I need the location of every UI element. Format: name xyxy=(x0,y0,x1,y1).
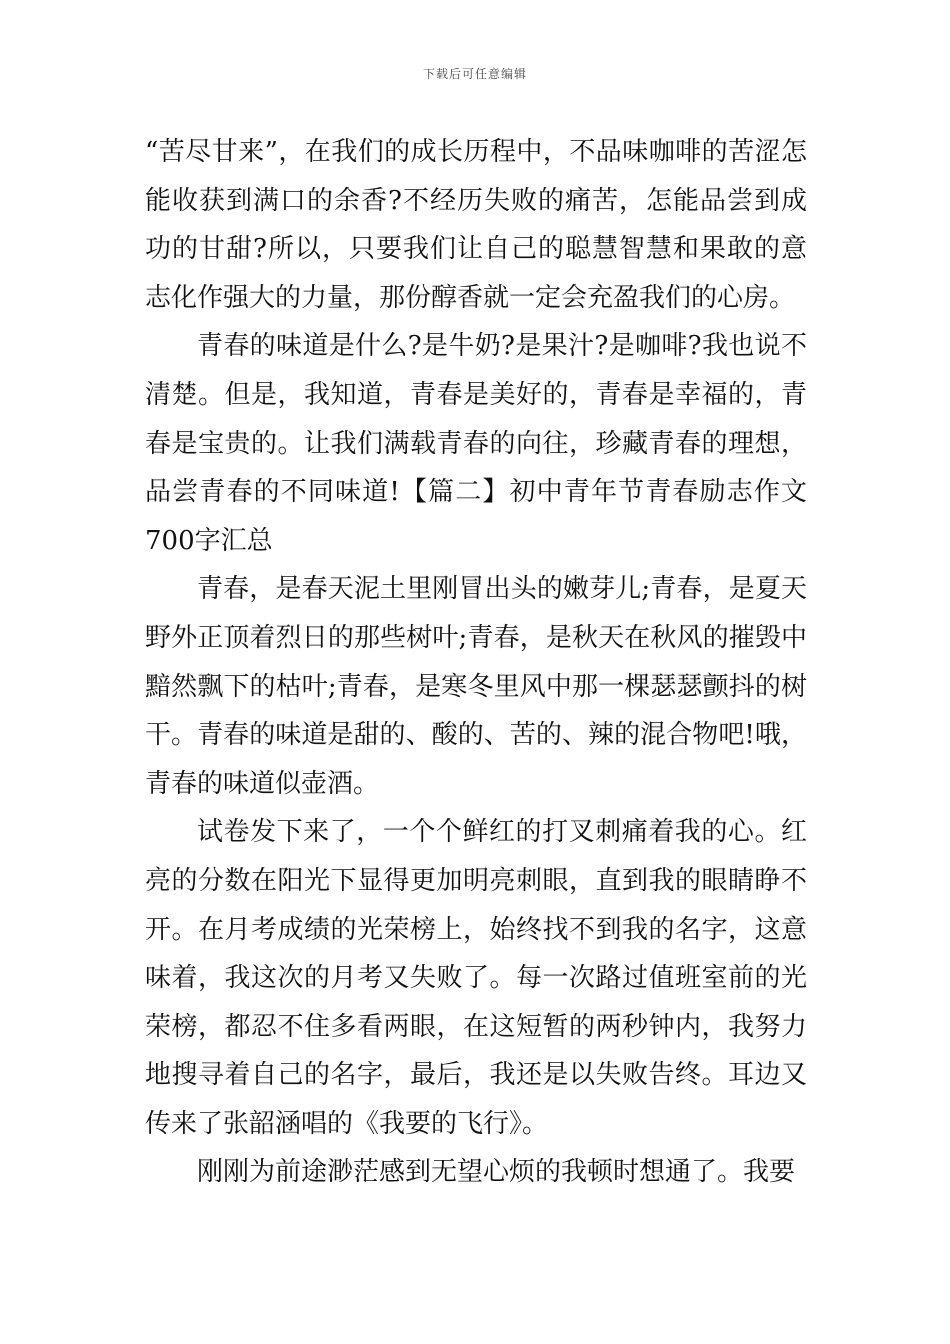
paragraph-2: 青春的味道是什么?是牛奶?是果汁?是咖啡?我也说不清楚。但是，我知道，青春是美好的，青春是幸福的，青春是宝贵的。让我们满载青春的向往，珍藏青春的理想，品尝青春的不同味道!【篇二】初中青年节青春励志作文700字汇总 xyxy=(145,331,807,556)
paragraph-4: 试卷发下来了，一个个鲜红的打叉刺痛着我的心。红亮的分数在阳光下显得更加明亮刺眼，直到我的眼睛睁不开。在月考成绩的光荣榜上，始终找不到我的名字，这意味着，我这次的月考又失败了。每一次路过值班室前的光荣榜，都忍不住多看两眼，在这短暂的两秒钟内，我努力地搜寻着自己的名字，最后，我还是以失败告终。耳边又传来了张韶涵唱的《我要的飞行》。 xyxy=(145,817,807,1139)
document-body xyxy=(145,128,807,1197)
paragraph-5: 刚刚为前途渺茫感到无望心烦的我顿时想通了。我要 xyxy=(197,1157,796,1188)
paragraph-3: 青春，是春天泥土里刚冒出头的嫩芽儿;青春，是夏天野外正顶着烈日的那些树叶;青春，是秋天在秋风的摧毁中黯然飘下的枯叶;青春，是寒冬里风中那一棵瑟瑟颤抖的树干。青春的味道是甜的、酸的、苦的、辣的混合物吧!哦，青春的味道似壶酒。 xyxy=(145,574,807,799)
paragraph-1: “苦尽甘来”，在我们的成长历程中，不品味咖啡的苦涩怎能收获到满口的余香?不经历失败的痛苦，怎能品尝到成功的甘甜?所以，只要我们让自己的聪慧智慧和果敢的意志化作强大的力量，那份醇香就一定会充盈我们的心房。 xyxy=(145,137,807,313)
page-header-note: 下载后可任意编辑 xyxy=(422,67,527,81)
